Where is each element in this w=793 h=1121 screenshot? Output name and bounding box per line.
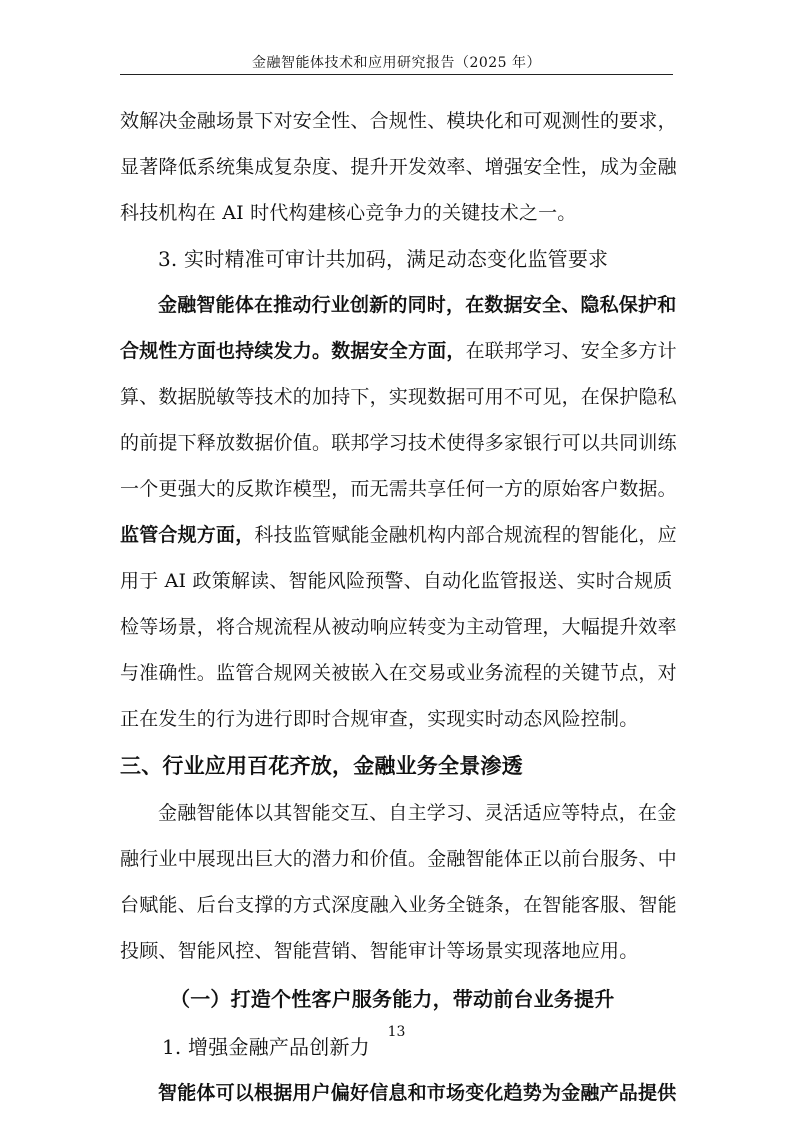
paragraph	[120, 1070, 677, 1116]
text-line	[120, 328, 677, 374]
text-line: 金融智能体在推动行业创新的同时，在数据安全、隐私保护和	[158, 294, 677, 316]
text-line: 正在发生的行为进行即时合规审查，实现实时动态风险控制。	[120, 708, 639, 730]
text-line: 台赋能、后台支撑的方式深度融入业务全链条，在智能客服、智能	[120, 894, 677, 916]
text-line: 的前提下释放数据价值。联邦学习技术使得多家银行可以共同训练	[120, 432, 677, 454]
bold-lead: 监管合规方面，	[120, 524, 255, 546]
header-rule	[120, 74, 673, 75]
text-line: 用于 AI 政策解读、智能风险预警、自动化监管报送、实时合规质	[120, 570, 673, 592]
running-header: 金融智能体技术和应用研究报告（2025 年）	[251, 55, 542, 71]
text-line: 效解决金融场景下对安全性、合规性、模块化和可观测性的要求，	[120, 110, 677, 132]
text-run: 科技监管赋能金融机构内部合规流程的智能化，应	[254, 524, 677, 546]
text-line: 检等场景，将合规流程从被动响应转变为主动管理，大幅提升效率	[120, 616, 677, 638]
subheading-3: 3. 实时精准可审计共加码，满足动态变化监管要求	[158, 247, 609, 271]
page-body	[120, 98, 677, 1116]
paragraph	[120, 282, 677, 742]
text-line: 金融智能体以其智能交互、自主学习、灵活适应等特点，在金	[158, 802, 677, 824]
text-line: 融行业中展现出巨大的潜力和价值。金融智能体正以前台服务、中	[120, 848, 677, 870]
text-line: 投顾、智能风控、智能营销、智能审计等场景实现落地应用。	[120, 940, 639, 962]
text-line: 科技机构在 AI 时代构建核心竞争力的关键技术之一。	[120, 202, 577, 224]
paragraph	[120, 790, 677, 974]
text-run: 在联邦学习、安全多方计	[465, 340, 677, 362]
text-line: 显著降低系统集成复杂度、提升开发效率、增强安全性，成为金融	[120, 156, 677, 178]
page-number: 13	[387, 1024, 406, 1040]
subsection-heading: （一）打造个性客户服务能力，带动前台业务提升	[170, 987, 615, 1011]
text-line: 智能体可以根据用户偏好信息和市场变化趋势为金融产品提供	[158, 1082, 677, 1104]
section-heading: 三、行业应用百花齐放，金融业务全景渗透	[120, 754, 523, 778]
text-line: 与准确性。监管合规网关被嵌入在交易或业务流程的关键节点，对	[120, 662, 677, 684]
paragraph	[120, 98, 677, 236]
text-line: 一个更强大的反欺诈模型，而无需共享任何一方的原始客户数据。	[120, 478, 677, 500]
bold-lead: 合规性方面也持续发力。数据安全方面，	[120, 340, 466, 362]
text-line: 算、数据脱敏等技术的加持下，实现数据可用不可见，在保护隐私	[120, 386, 677, 408]
item-heading: 1. 增强金融产品创新力	[162, 1035, 370, 1059]
text-line	[120, 512, 677, 558]
